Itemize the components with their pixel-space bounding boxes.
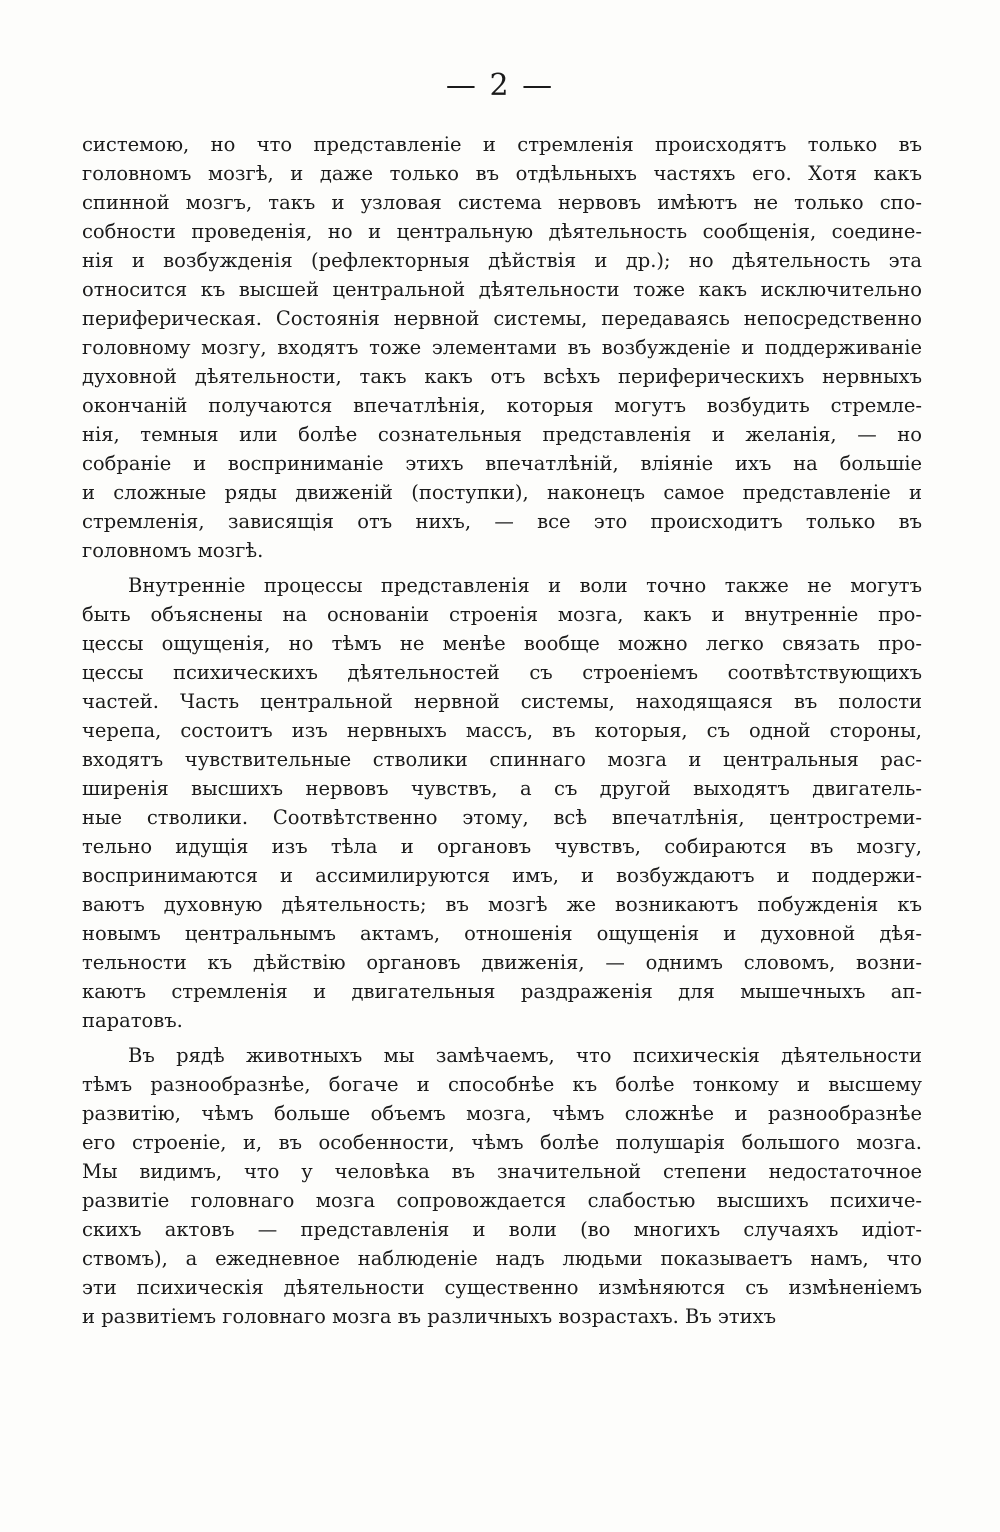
- text-line: периферическая. Состоянія нервной системы, передаваясь непосредственно: [82, 307, 922, 330]
- text-line: головному мозгу, входятъ тоже элементами въ возбужденіе и поддерживаніе: [82, 336, 922, 359]
- text-line: ширенія высшихъ нервовъ чувствъ, а съ другой выходятъ двигатель-: [82, 777, 922, 800]
- text-line: Въ рядѣ животныхъ мы замѣчаемъ, что психическія дѣятельности: [128, 1044, 922, 1067]
- text-line: скихъ актовъ — представленія и воли (во многихъ случаяхъ идіот-: [82, 1218, 922, 1241]
- text-line: и развитіемъ головнаго мозга въ различныхъ возрастахъ. Въ этихъ: [82, 1305, 777, 1328]
- text-line: развитію, чѣмъ больше объемъ мозга, чѣмъ сложнѣе и разнообразнѣе: [82, 1102, 922, 1125]
- text-line: паратовъ.: [82, 1009, 183, 1032]
- text-line: новымъ центральнымъ актамъ, отношенія ощущенія и духовной дѣя-: [82, 922, 922, 945]
- page-number: — 2 —: [445, 68, 555, 103]
- text-line: черепа, состоитъ изъ нервныхъ массъ, въ которыя, съ одной стороны,: [82, 719, 922, 742]
- text-line: стремленія, зависящія отъ нихъ, — все это происходитъ только въ: [82, 510, 922, 533]
- text-line: тельно идущія изъ тѣла и органовъ чувствъ, собираются въ мозгу,: [82, 835, 922, 858]
- text-line: быть объяснены на основаніи строенія мозга, какъ и внутренніе про-: [82, 603, 922, 626]
- text-line: входятъ чувствительные стволики спиннаго мозга и центральныя рас-: [82, 748, 922, 771]
- text-line: цессы психическихъ дѣятельностей съ строеніемъ соотвѣтствующихъ: [82, 661, 922, 684]
- text-line: головномъ мозгѣ.: [82, 539, 264, 562]
- text-line: окончаній получаются впечатлѣнія, которыя могутъ возбудить стремле-: [82, 394, 922, 417]
- paragraph: [82, 1041, 922, 1331]
- text-line: ствомъ), а ежедневное наблюденіе надъ людьми показываетъ намъ, что: [82, 1247, 922, 1270]
- text-line: головномъ мозгѣ, и даже только въ отдѣльныхъ частяхъ его. Хотя какъ: [82, 162, 922, 185]
- text-line: частей. Часть центральной нервной системы, находящаяся въ полости: [82, 690, 922, 713]
- text-line: духовной дѣятельности, такъ какъ отъ всѣхъ периферическихъ нервныхъ: [82, 365, 922, 388]
- text-line: и сложные ряды движеній (поступки), наконецъ самое представленіе и: [82, 481, 922, 504]
- text-line: нія и возбужденія (рефлекторныя дѣйствія и др.); но дѣятельность эта: [82, 249, 922, 272]
- text-line: ные стволики. Соотвѣтственно этому, всѣ впечатлѣнія, центростреми-: [82, 806, 922, 829]
- text-line: развитіе головнаго мозга сопровождается слабостью высшихъ психиче-: [82, 1189, 922, 1212]
- text-line: ваютъ духовную дѣятельность; въ мозгѣ же возникаютъ побужденія къ: [82, 893, 922, 916]
- text-line: его строеніе, и, въ особенности, чѣмъ болѣе полушарія большого мозга.: [82, 1131, 922, 1154]
- paragraph: [82, 130, 922, 565]
- paragraph: [82, 571, 922, 1035]
- text-line: собности проведенія, но и центральную дѣятельность сообщенія, соедине-: [82, 220, 922, 243]
- text-line: тельности къ дѣйствію органовъ движенія, — однимъ словомъ, возни-: [82, 951, 922, 974]
- text-line: каютъ стремленія и двигательныя раздраженія для мышечныхъ ап-: [82, 980, 922, 1003]
- text-line: системою, но что представленіе и стремленія происходятъ только въ: [82, 133, 922, 156]
- body-text: [82, 130, 922, 1331]
- text-line: собраніе и восприниманіе этихъ впечатлѣній, вліяніе ихъ на большіе: [82, 452, 922, 475]
- text-line: Внутренніе процессы представленія и воли точно также не могутъ: [128, 574, 922, 597]
- text-line: нія, темныя или болѣе сознательныя представленія и желанія, — но: [82, 423, 922, 446]
- text-line: цессы ощущенія, но тѣмъ не менѣе вообще можно легко связать про-: [82, 632, 922, 655]
- text-line: относится къ высшей центральной дѣятельности тоже какъ исключительно: [82, 278, 922, 301]
- text-line: эти психическія дѣятельности существенно измѣняются съ измѣненіемъ: [82, 1276, 922, 1299]
- text-line: спинной мозгъ, такъ и узловая система нервовъ имѣютъ не только спо-: [82, 191, 922, 214]
- text-line: воспринимаются и ассимилируются имъ, и возбуждаютъ и поддержи-: [82, 864, 922, 887]
- text-line: Мы видимъ, что у человѣка въ значительной степени недостаточное: [82, 1160, 922, 1183]
- text-line: тѣмъ разнообразнѣе, богаче и способнѣе къ болѣе тонкому и высшему: [82, 1073, 922, 1096]
